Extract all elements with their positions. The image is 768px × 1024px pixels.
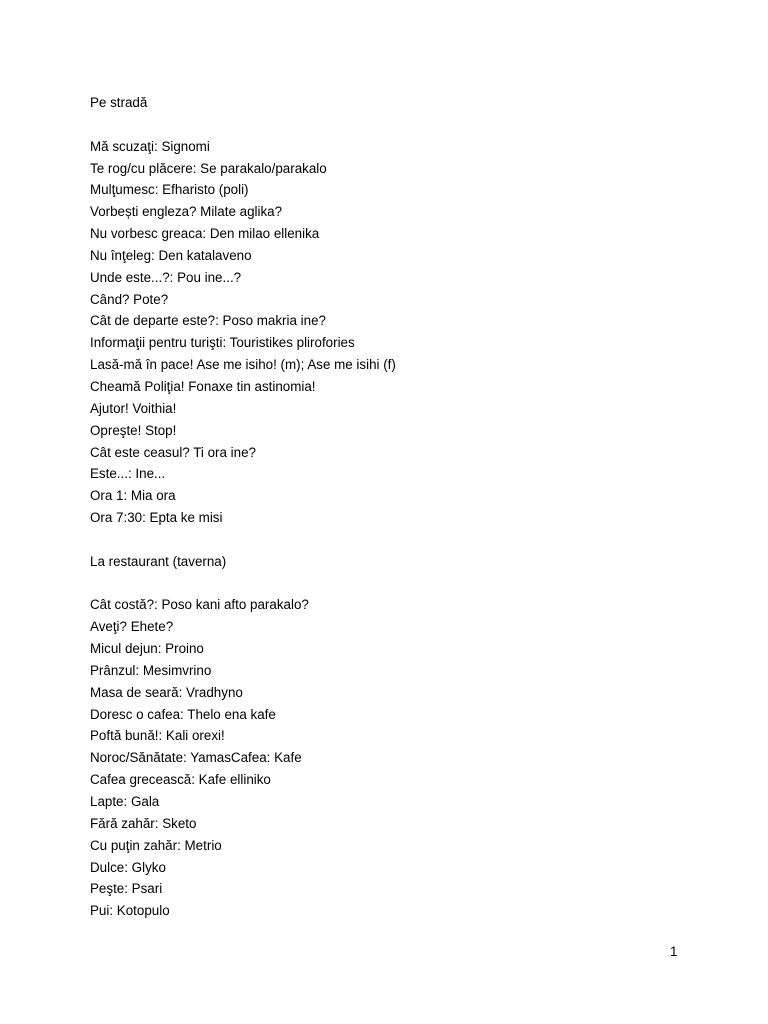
document-body — [90, 92, 710, 922]
phrase-line: Lasă-mă în pace! Ase me isiho! (m); Ase me isihi (f) — [90, 357, 396, 373]
section-heading-street: Pe stradă — [90, 95, 148, 110]
section-heading-restaurant: La restaurant (taverna) — [90, 553, 227, 569]
phrase-line: Vorbești engleza? Milate aglika? — [90, 204, 283, 220]
phrase-line: Când? Pote? — [90, 291, 169, 307]
phrase-line: Mulţumesc: Efharisto (poli) — [90, 182, 249, 198]
phrase-line: Mă scuzaţi: Signomi — [90, 138, 210, 154]
phrase-line: Cu puţin zahăr: Metrio — [90, 837, 222, 853]
phrase-line: Informaţii pentru turişti: Touristikes plirofories — [90, 335, 355, 351]
phrase-line: Lapte: Gala — [90, 794, 160, 809]
phrase-list-restaurant — [90, 594, 710, 922]
phrase-line: Nu vorbesc greaca: Den milao ellenika — [90, 226, 320, 242]
phrase-line: Unde este...?: Pou ine...? — [90, 269, 242, 285]
phrase-line: Dulce: Glyko — [90, 859, 166, 875]
page-number: 1 — [670, 944, 678, 959]
phrase-line: Fără zahăr: Sketo — [90, 815, 197, 831]
phrase-line: Masa de seară: Vradhyno — [90, 684, 243, 700]
blank-line — [90, 529, 710, 551]
phrase-list-street — [90, 136, 710, 529]
phrase-line: Te rog/cu plăcere: Se parakalo/parakalo — [90, 160, 327, 176]
phrase-line: Prânzul: Mesimvrino — [90, 662, 212, 678]
phrase-line: Peşte: Psari — [90, 881, 163, 897]
phrase-line: Poftă bună!: Kali orexi! — [90, 728, 225, 744]
phrase-line: Cât costă?: Poso kani afto parakalo? — [90, 597, 309, 613]
phrase-line: Cât de departe este?: Poso makria ine? — [90, 313, 326, 329]
phrase-line: Ora 1: Mia ora — [90, 488, 176, 504]
phrase-line: Cheamă Poliţia! Fonaxe tin astinomia! — [90, 378, 316, 394]
blank-line — [90, 114, 710, 136]
blank-line — [90, 573, 710, 595]
phrase-line: Ora 7:30: Epta ke misi — [90, 510, 223, 526]
phrase-line: Doresc o cafea: Thelo ena kafe — [90, 706, 276, 722]
phrase-line: Ajutor! Voithia! — [90, 400, 177, 416]
phrase-line: Cafea grecească: Kafe elliniko — [90, 772, 271, 788]
phrase-line: Noroc/Sănătate: YamasCafea: Kafe — [90, 750, 302, 766]
phrase-line: Opreşte! Stop! — [90, 422, 177, 438]
phrase-line: Pui: Kotopulo — [90, 903, 170, 919]
phrase-line: Cât este ceasul? Ti ora ine? — [90, 444, 256, 460]
phrase-line: Micul dejun: Proino — [90, 641, 204, 657]
phrase-line: Este...: Ine... — [90, 466, 166, 482]
phrase-line: Aveţi? Ehete? — [90, 619, 174, 635]
phrase-line: Nu înţeleg: Den katalaveno — [90, 247, 252, 263]
